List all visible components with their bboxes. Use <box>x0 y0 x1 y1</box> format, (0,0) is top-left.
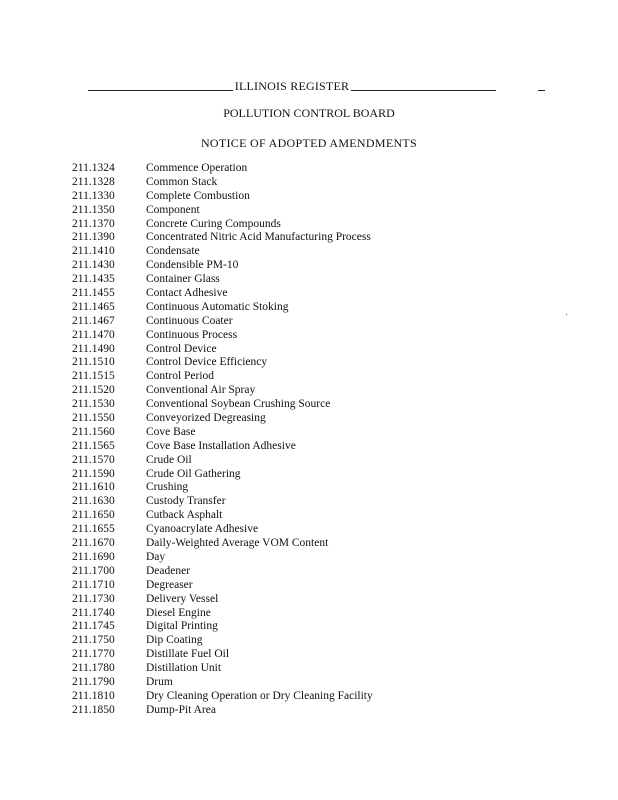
section-row <box>72 384 592 398</box>
section-term: Conventional Air Spray <box>146 384 256 397</box>
notice-heading: NOTICE OF ADOPTED AMENDMENTS <box>200 136 418 150</box>
section-row <box>72 537 592 551</box>
section-row <box>72 287 592 301</box>
section-term: Continuous Automatic Stoking <box>146 300 289 313</box>
section-number: 211.1745 <box>72 620 115 633</box>
scan-speck <box>566 314 567 315</box>
section-number: 211.1390 <box>72 231 115 244</box>
section-term: Degreaser <box>146 578 193 591</box>
section-number: 211.1810 <box>72 689 115 702</box>
section-term: Drum <box>146 675 173 688</box>
section-number: 211.1410 <box>72 245 115 258</box>
section-number: 211.1490 <box>72 342 115 355</box>
section-number: 211.1655 <box>72 523 115 536</box>
section-row <box>72 662 592 676</box>
section-number: 211.1510 <box>72 356 115 369</box>
section-term: Continuous Coater <box>146 314 233 327</box>
section-row <box>72 204 592 218</box>
section-term: Common Stack <box>146 175 218 188</box>
section-term: Cyanoacrylate Adhesive <box>146 523 259 536</box>
section-term: Condensate <box>146 245 200 258</box>
section-number: 211.1590 <box>72 467 115 480</box>
section-row <box>72 301 592 315</box>
section-term: Continuous Process <box>146 328 238 341</box>
section-term: Control Device <box>146 342 217 355</box>
section-row <box>72 690 592 704</box>
section-row <box>72 454 592 468</box>
section-term: Daily-Weighted Average VOM Content <box>146 537 329 550</box>
section-row <box>72 634 592 648</box>
section-term: Diesel Engine <box>146 606 211 619</box>
section-row <box>72 398 592 412</box>
section-term: Dry Cleaning Operation or Dry Cleaning Facility <box>146 689 373 702</box>
header-tick-mark <box>538 90 545 91</box>
section-number: 211.1330 <box>72 189 115 202</box>
section-number: 211.1570 <box>72 453 115 466</box>
section-row <box>72 593 592 607</box>
section-number: 211.1455 <box>72 287 115 300</box>
section-row <box>72 218 592 232</box>
section-number: 211.1467 <box>72 314 115 327</box>
section-row <box>72 356 592 370</box>
section-number: 211.1630 <box>72 495 115 508</box>
section-row <box>72 370 592 384</box>
section-number: 211.1710 <box>72 578 115 591</box>
section-row <box>72 343 592 357</box>
section-row <box>72 551 592 565</box>
section-number: 211.1550 <box>72 412 115 425</box>
section-row <box>72 329 592 343</box>
section-number: 211.1850 <box>72 703 115 716</box>
section-term: Contact Adhesive <box>146 287 228 300</box>
section-number: 211.1324 <box>72 162 115 174</box>
section-term: Cove Base <box>146 425 196 438</box>
section-row <box>72 176 592 190</box>
section-term: Cove Base Installation Adhesive <box>146 439 296 452</box>
section-term: Concentrated Nitric Acid Manufacturing Process <box>146 231 371 244</box>
section-term: Dip Coating <box>146 634 203 647</box>
section-row <box>72 620 592 634</box>
section-number: 211.1565 <box>72 439 115 452</box>
section-number: 211.1515 <box>72 370 115 383</box>
section-row <box>72 426 592 440</box>
section-row <box>72 495 592 509</box>
section-number: 211.1670 <box>72 537 115 550</box>
section-number: 211.1465 <box>72 300 115 313</box>
section-term: Commence Operation <box>146 162 248 174</box>
section-term: Crushing <box>146 481 189 494</box>
section-row <box>72 440 592 454</box>
section-number: 211.1520 <box>72 384 115 397</box>
section-row <box>72 523 592 537</box>
section-row <box>72 648 592 662</box>
section-number: 211.1740 <box>72 606 115 619</box>
section-row <box>72 245 592 259</box>
section-term: Crude Oil Gathering <box>146 467 241 480</box>
section-row <box>72 565 592 579</box>
board-heading: POLLUTION CONTROL BOARD <box>223 106 395 120</box>
section-term: Control Period <box>146 370 215 383</box>
section-term: Delivery Vessel <box>146 592 219 605</box>
section-list <box>72 162 592 718</box>
section-term: Control Device Efficiency <box>146 356 268 369</box>
section-row <box>72 259 592 273</box>
section-term: Distillate Fuel Oil <box>146 648 230 661</box>
section-term: Complete Combustion <box>146 189 250 202</box>
section-number: 211.1770 <box>72 648 115 661</box>
section-term: Dump-Pit Area <box>146 703 216 716</box>
section-row <box>72 468 592 482</box>
section-number: 211.1690 <box>72 550 115 563</box>
section-number: 211.1560 <box>72 425 115 438</box>
section-number: 211.1370 <box>72 217 115 230</box>
section-number: 211.1750 <box>72 634 115 647</box>
section-term: Conventional Soybean Crushing Source <box>146 398 331 411</box>
section-term: Day <box>146 550 166 563</box>
section-term: Deadener <box>146 564 191 577</box>
section-row <box>72 190 592 204</box>
section-row <box>72 315 592 329</box>
section-number: 211.1530 <box>72 398 115 411</box>
section-row <box>72 273 592 287</box>
section-number: 211.1430 <box>72 259 115 272</box>
section-number: 211.1730 <box>72 592 115 605</box>
section-term: Crude Oil <box>146 453 192 466</box>
section-number: 211.1328 <box>72 175 115 188</box>
section-term: Custody Transfer <box>146 495 226 508</box>
section-row <box>72 162 592 176</box>
section-term: Condensible PM-10 <box>146 259 239 272</box>
section-number: 211.1700 <box>72 564 115 577</box>
section-row <box>72 676 592 690</box>
section-number: 211.1610 <box>72 481 115 494</box>
section-number: 211.1790 <box>72 675 115 688</box>
register-header <box>88 81 496 95</box>
section-number: 211.1470 <box>72 328 115 341</box>
section-term: Conveyorized Degreasing <box>146 412 266 425</box>
section-term: Component <box>146 203 200 216</box>
register-title: ILLINOIS REGISTER <box>234 79 350 93</box>
section-row <box>72 607 592 621</box>
section-term: Digital Printing <box>146 620 218 633</box>
section-row <box>72 509 592 523</box>
section-number: 211.1650 <box>72 509 115 522</box>
section-term: Distillation Unit <box>146 662 222 675</box>
section-number: 211.1350 <box>72 203 115 216</box>
section-number: 211.1435 <box>72 273 115 286</box>
section-row <box>72 579 592 593</box>
section-term: Cutback Asphalt <box>146 509 223 522</box>
section-term: Container Glass <box>146 273 220 286</box>
section-row <box>72 481 592 495</box>
section-row <box>72 231 592 245</box>
section-row <box>72 412 592 426</box>
section-term: Concrete Curing Compounds <box>146 217 281 230</box>
section-number: 211.1780 <box>72 662 115 675</box>
section-row <box>72 704 592 718</box>
